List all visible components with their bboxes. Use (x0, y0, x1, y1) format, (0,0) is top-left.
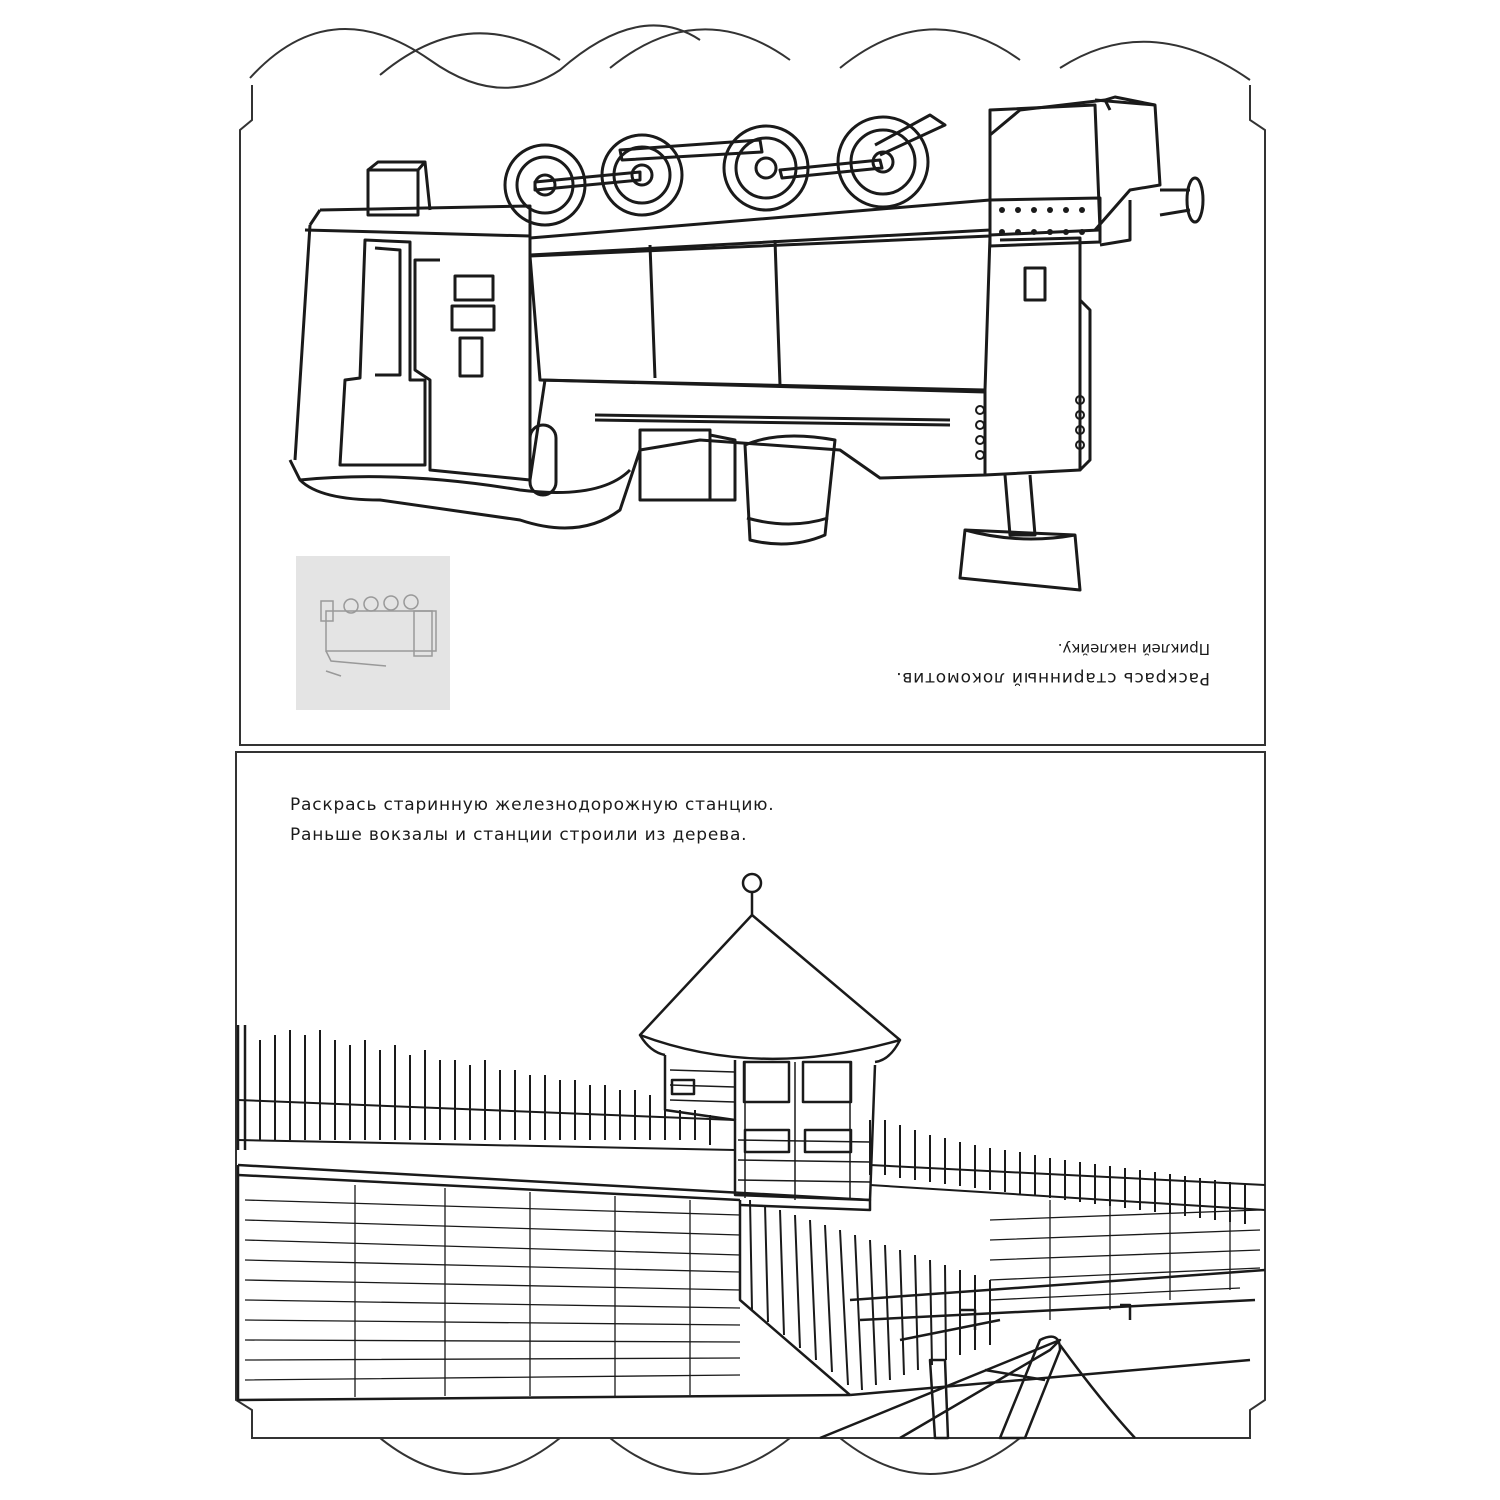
sticker-instruction: Приклей наклейку. (1057, 640, 1210, 658)
station-fact: Раньше вокзалы и станции строили из дерева. (290, 825, 748, 845)
station-caption (250, 790, 1250, 850)
locomotive-instruction: Раскрась старинный локомотив. (895, 668, 1210, 688)
station-instruction: Раскрась старинную железнодорожную станцию. (290, 795, 775, 815)
